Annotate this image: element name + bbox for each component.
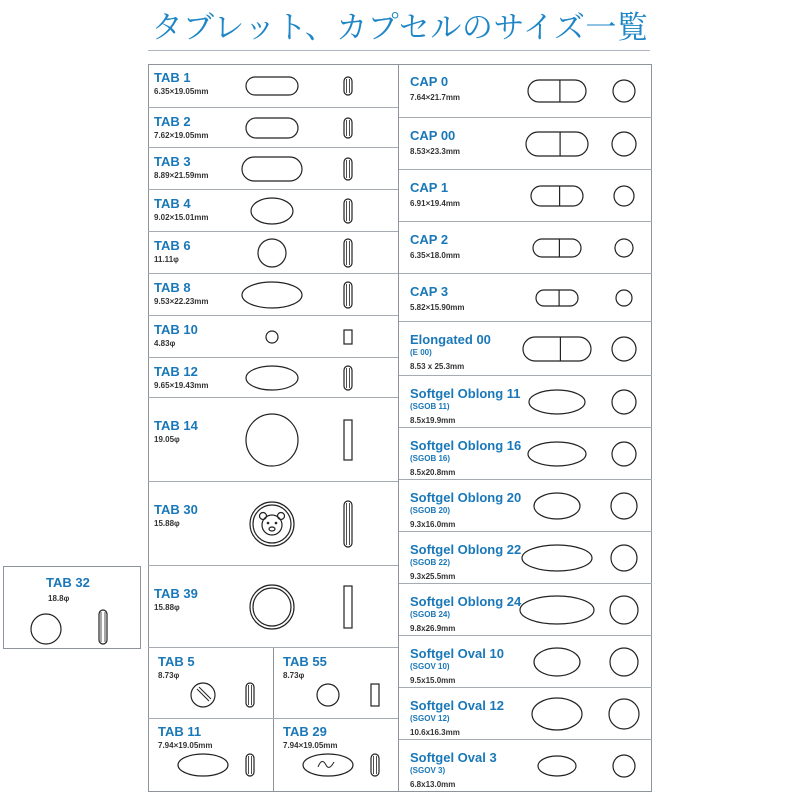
tablet-side-view [341, 116, 355, 140]
tablet-name: TAB 29 [283, 724, 327, 739]
capsule-code: (SGOB 11) [410, 402, 450, 411]
capsule-end-view [611, 753, 637, 779]
capsule-side-view [521, 335, 593, 363]
tablet-name: TAB 1 [154, 70, 191, 85]
tablet-name: TAB 14 [154, 418, 198, 433]
scored-tablet-icon [189, 681, 217, 709]
capsule-end-view [608, 594, 640, 626]
capsule-size: 9.3x16.0mm [410, 520, 456, 529]
capsule-row [399, 274, 652, 322]
capsule-name: Softgel Oblong 20 [410, 490, 522, 505]
capsule-size: 8.5x20.8mm [410, 468, 456, 477]
capsule-row [399, 428, 652, 480]
tablet-size: 6.35×19.05mm [154, 87, 209, 96]
tablet-size: 15.88φ [154, 603, 180, 612]
capsule-end-view [610, 335, 638, 363]
capsule-name: Softgel Oval 12 [410, 698, 504, 713]
capsule-size: 9.8x26.9mm [410, 624, 456, 633]
tablet-row [148, 398, 398, 482]
tablet-top-view [244, 412, 300, 468]
capsule-name: CAP 1 [410, 180, 449, 195]
tablet-row [148, 232, 398, 274]
softgel-side-view [530, 696, 584, 732]
tablet-side-view [342, 418, 354, 462]
capsule-name: Softgel Oblong 24 [410, 594, 522, 609]
capsule-name: Softgel Oval 3 [410, 750, 497, 765]
tablet-size: 7.62×19.05mm [154, 131, 209, 140]
capsule-code: (SGOV 12) [410, 714, 450, 723]
capsule-end-view [609, 543, 639, 573]
tablet-row [148, 316, 398, 358]
capsule-side-view [524, 130, 590, 158]
capsule-end-view [609, 491, 639, 521]
title-rule [148, 50, 650, 51]
capsule-size: 6.91×19.4mm [410, 199, 461, 208]
tablet-side-view [341, 499, 355, 549]
tab32-name: TAB 32 [46, 575, 90, 590]
capsule-end-view [610, 130, 638, 158]
softgel-side-view [520, 543, 594, 573]
tablet-side-view [368, 752, 382, 778]
tablet-name: TAB 10 [154, 322, 198, 337]
capsule-size: 7.64×21.7mm [410, 93, 461, 102]
capsule-row [399, 170, 652, 222]
capsule-name: Softgel Oblong 11 [410, 386, 521, 401]
capsule-name: Elongated 00 [410, 332, 491, 347]
softgel-side-view [532, 646, 582, 678]
capsule-size: 5.82×15.90mm [410, 303, 465, 312]
capsule-row [399, 64, 652, 118]
capsule-end-view [607, 697, 641, 731]
tablet-top-view [256, 237, 288, 269]
tablet-side-view [341, 197, 355, 225]
tablet-row [148, 64, 398, 108]
tablet-row [148, 482, 398, 566]
tablet-name: TAB 12 [154, 364, 198, 379]
tablet-cell [273, 718, 398, 788]
tablet-top-view [240, 280, 304, 310]
capsule-row [399, 688, 652, 740]
tablet-size: 19.05φ [154, 435, 180, 444]
capsule-end-view [610, 440, 638, 468]
capsule-row [399, 376, 652, 428]
capsule-row [399, 740, 652, 792]
tablet-side-view [341, 75, 355, 97]
tablet-top-view [315, 682, 341, 708]
tablet-cell [273, 648, 398, 718]
tablet-side-view [243, 681, 257, 709]
capsule-side-view [526, 78, 588, 104]
tablet-name: TAB 6 [154, 238, 191, 253]
capsule-size: 10.6x16.3mm [410, 728, 460, 737]
capsule-name: Softgel Oblong 16 [410, 438, 522, 453]
tablet-size: 9.02×15.01mm [154, 213, 209, 222]
tablet-side-view [342, 584, 354, 630]
capsule-size: 8.53 x 25.3mm [410, 362, 465, 371]
capsule-name: Softgel Oblong 22 [410, 542, 522, 557]
softgel-side-view [526, 440, 588, 468]
tablet-side-view [369, 682, 381, 708]
capsule-name: CAP 2 [410, 232, 449, 247]
tablet-top-view [176, 752, 230, 778]
capsule-name: CAP 00 [410, 128, 456, 143]
softgel-side-view [518, 594, 596, 626]
capsule-row [399, 322, 652, 376]
tab32-card [3, 566, 141, 649]
softgel-side-view [527, 388, 587, 416]
capsule-code: (SGOB 24) [410, 610, 451, 619]
capsule-side-view [534, 288, 580, 308]
capsule-code: (SGOB 22) [410, 558, 451, 567]
capsule-side-view [531, 237, 583, 259]
tablet-name: TAB 2 [154, 114, 191, 129]
tablet-name: TAB 3 [154, 154, 191, 169]
page-title: タブレット、カプセルのサイズ一覧 [151, 10, 649, 46]
tablet-top-view [244, 116, 300, 140]
tablet-top-view [244, 75, 300, 97]
tablet-name: TAB 4 [154, 196, 191, 211]
tablet-name: TAB 11 [158, 724, 202, 739]
capsule-size: 9.3x25.5mm [410, 572, 456, 581]
tablet-top-view [244, 364, 300, 392]
tablet-size: 8.73φ [158, 671, 180, 680]
tab32-top-view [28, 611, 64, 647]
embossed-logo-tablet-icon [301, 752, 355, 778]
tablet-name: TAB 5 [158, 654, 195, 669]
capsule-row [399, 222, 652, 274]
tablet-top-view [248, 583, 296, 631]
tablet-size: 4.83φ [154, 339, 176, 348]
tablet-name: TAB 39 [154, 586, 198, 601]
tablet-cell [148, 648, 273, 718]
tablet-cell [148, 718, 273, 788]
tablet-side-view [341, 156, 355, 182]
tablet-top-view [249, 196, 295, 226]
tablet-row [148, 108, 398, 148]
tablet-size: 7.94×19.05mm [158, 741, 213, 750]
tablet-side-view [342, 328, 354, 346]
capsule-side-view [529, 184, 585, 208]
tablet-side-view [341, 364, 355, 392]
capsule-name: CAP 0 [410, 74, 449, 89]
tablet-size: 8.89×21.59mm [154, 171, 209, 180]
tablet-name: TAB 30 [154, 502, 198, 517]
capsule-row [399, 532, 652, 584]
capsule-size: 9.5x15.0mm [410, 676, 456, 685]
tablet-row [148, 148, 398, 190]
capsule-code: (E 00) [410, 348, 432, 357]
tablet-top-view [264, 329, 280, 345]
tab32-size: 18.8φ [48, 594, 70, 603]
tablet-size: 9.65×19.43mm [154, 381, 209, 390]
tablet-side-view [341, 237, 355, 269]
bear-logo-icon [248, 500, 296, 548]
capsule-code: (SGOV 10) [410, 662, 450, 671]
tablet-size: 8.73φ [283, 671, 305, 680]
tablet-name: TAB 8 [154, 280, 191, 295]
tablet-size: 7.94×19.05mm [283, 741, 338, 750]
softgel-side-view [536, 754, 578, 778]
capsule-end-view [612, 184, 636, 208]
capsule-row [399, 636, 652, 688]
tablet-name: TAB 55 [283, 654, 327, 669]
tablet-size: 11.11φ [154, 255, 179, 264]
capsule-code: (SGOB 16) [410, 454, 451, 463]
capsule-size: 8.5x19.9mm [410, 416, 456, 425]
capsule-row [399, 118, 652, 170]
capsule-name: CAP 3 [410, 284, 449, 299]
capsule-size: 6.8x13.0mm [410, 780, 456, 789]
capsule-size: 6.35×18.0mm [410, 251, 461, 260]
capsule-end-view [611, 78, 637, 104]
capsule-code: (SGOB 20) [410, 506, 451, 515]
tablet-row [148, 274, 398, 316]
tablet-row [148, 566, 398, 648]
tablet-side-view [341, 280, 355, 310]
capsule-end-view [610, 388, 638, 416]
capsule-row [399, 480, 652, 532]
capsule-size: 8.53×23.3mm [410, 147, 461, 156]
tablet-size: 9.53×22.23mm [154, 297, 209, 306]
capsule-name: Softgel Oval 10 [410, 646, 504, 661]
capsule-end-view [613, 237, 635, 259]
tablet-top-view [240, 155, 304, 183]
capsule-end-view [614, 288, 634, 308]
capsule-code: (SGOV 3) [410, 766, 446, 775]
tablet-side-view [243, 752, 257, 778]
capsule-row [399, 584, 652, 636]
tablet-size: 15.88φ [154, 519, 180, 528]
tablet-row [148, 358, 398, 398]
tablet-row [148, 190, 398, 232]
tab32-side-view [96, 607, 110, 647]
softgel-side-view [532, 491, 582, 521]
capsule-end-view [608, 646, 640, 678]
